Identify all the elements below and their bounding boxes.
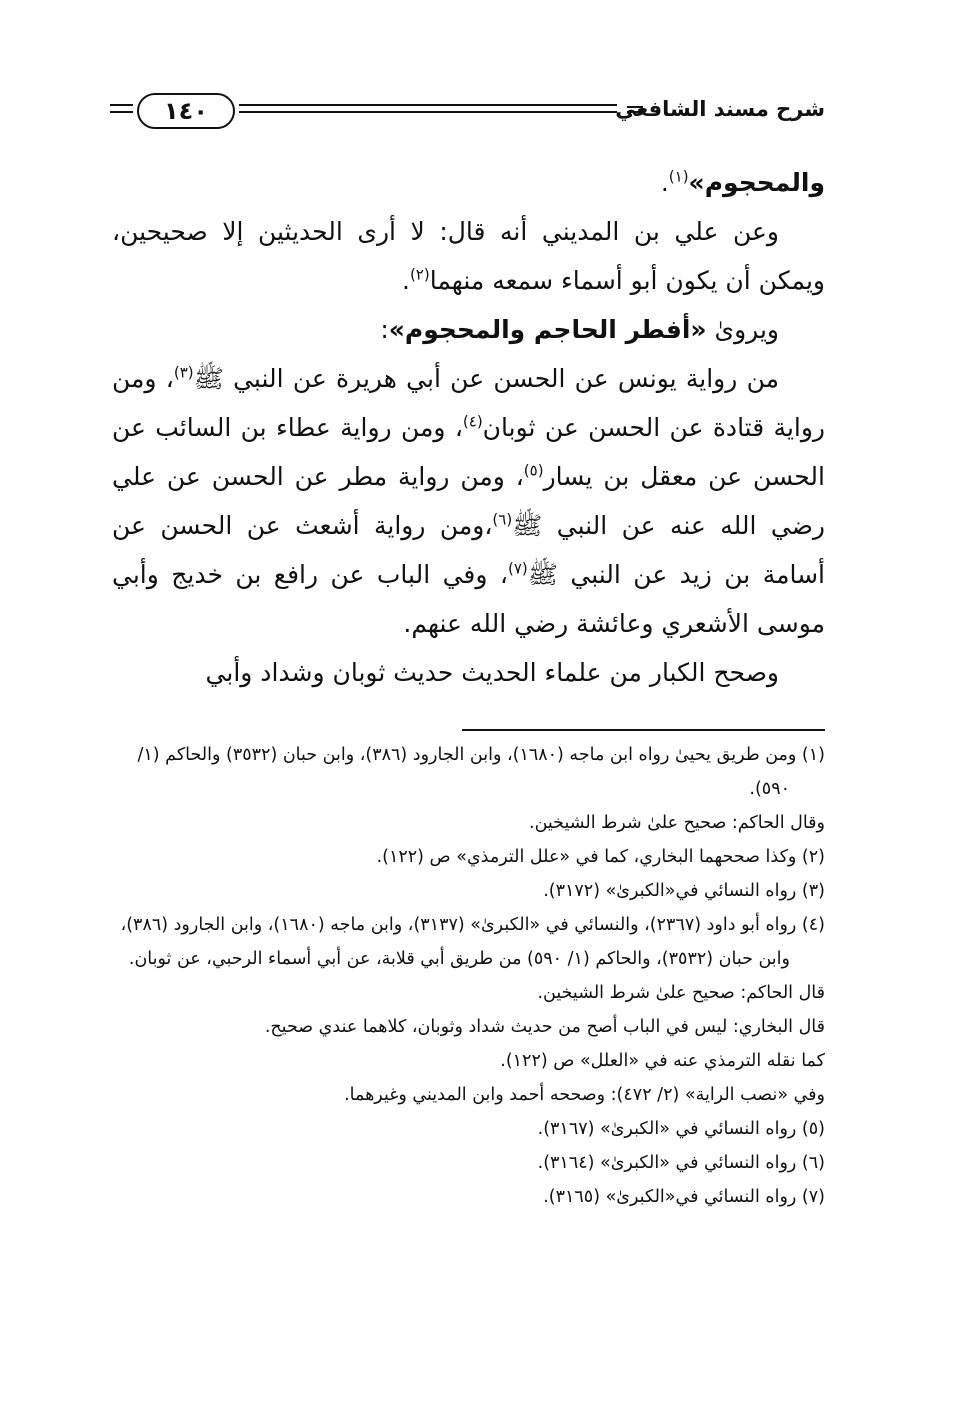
header-rule-long bbox=[239, 104, 617, 113]
running-title: شرح مسند الشافعي bbox=[615, 97, 825, 121]
main-text bbox=[112, 158, 825, 697]
footnote-4-note-1: قال الحاكم: صحيح علىٰ شرط الشيخين. bbox=[537, 983, 825, 1003]
paragraph-2 bbox=[112, 207, 825, 305]
paragraph-4-c: ، ومن رواية عطاء بن السائب عن الحسن عن معقل بن يسار bbox=[112, 413, 826, 491]
footnote-ref-2: (٢) bbox=[409, 265, 430, 284]
paragraph-1 bbox=[112, 158, 825, 207]
paragraph-1-text: والمحجوم» bbox=[688, 168, 825, 197]
page-header bbox=[110, 90, 825, 140]
paragraph-4-b: ، ومن رواية قتادة عن الحسن عن ثوبان bbox=[112, 364, 825, 442]
title-dash-ornament bbox=[627, 106, 643, 113]
page-number: ١٤٠ bbox=[137, 93, 235, 129]
header-rule-short bbox=[110, 104, 133, 113]
footnote-ref-6: (٦) bbox=[492, 510, 513, 529]
footnote-ref-7: (٧) bbox=[507, 559, 528, 578]
footnotes bbox=[112, 738, 825, 1214]
footnote-4: (٤) رواه أبو داود (٢٣٦٧)، والنسائي في «الكبرىٰ» (٣١٣٧)، وابن ماجه (١٦٨٠)، وابن الجارود (٣٨٦)، وابن حبان (٣٥٣٢)، والحاكم (١/ ٥٩٠) من طريق أبي قلابة، عن أبي أسماء الرحبي، عن ثوبان. bbox=[120, 915, 825, 969]
footnote-5: (٥) رواه النسائي في «الكبرىٰ» (٣١٦٧). bbox=[537, 1119, 825, 1139]
footnote-4-note-4: وفي «نصب الراية» (٢/ ٤٧٢): وصححه أحمد وابن المديني وغيرهما. bbox=[344, 1085, 825, 1105]
paragraph-4-a: من رواية يونس عن الحسن عن أبي هريرة عن النبي ﷺ bbox=[193, 364, 780, 393]
paragraph-4-f: ، وفي الباب عن رافع بن خديج وأبي موسى الأشعري وعائشة رضي الله عنهم. bbox=[112, 560, 825, 638]
footnote-ref-1: (١) bbox=[668, 167, 689, 186]
paragraph-4-d: ، ومن رواية مطر عن الحسن عن علي رضي الله عنه عن النبي ﷺ bbox=[112, 462, 825, 540]
footnote-4-note-3: كما نقله الترمذي عنه في «العلل» ص (١٢٢). bbox=[500, 1051, 825, 1071]
footnote-1-note: وقال الحاكم: صحيح علىٰ شرط الشيخين. bbox=[529, 813, 825, 833]
footnote-ref-5: (٥) bbox=[523, 461, 544, 480]
paragraph-3 bbox=[112, 305, 825, 354]
footnote-separator bbox=[462, 729, 825, 731]
footnote-1: (١) ومن طريق يحيىٰ رواه ابن ماجه (١٦٨٠)، وابن الجارود (٣٨٦)، وابن حبان (٣٥٣٢) والحاكم (١/ ٥٩٠). bbox=[137, 745, 825, 799]
paragraph-4-e: ،ومن رواية أشعث عن الحسن عن أسامة بن زيد عن النبي ﷺ bbox=[112, 511, 825, 589]
footnote-4-note-2: قال البخاري: ليس في الباب أصح من حديث شداد وثوبان، كلاهما عندي صحيح. bbox=[264, 1017, 825, 1037]
paragraph-4 bbox=[112, 354, 825, 648]
footnote-3: (٣) رواه النسائي في«الكبرىٰ» (٣١٧٢). bbox=[543, 881, 825, 901]
footnote-ref-3: (٣) bbox=[173, 363, 194, 382]
footnote-2: (٢) وكذا صححهما البخاري، كما في «علل الترمذي» ص (١٢٢). bbox=[376, 847, 825, 867]
paragraph-1-end: . bbox=[660, 168, 669, 197]
paragraph-2-end: . bbox=[401, 266, 410, 295]
paragraph-5: وصحح الكبار من علماء الحديث حديث ثوبان وشداد وأبي bbox=[205, 658, 779, 687]
paragraph-2-text: وعن علي بن المديني أنه قال: لا أرى الحديثين إلا صحيحين، ويمكن أن يكون أبو أسماء سمعه منهما bbox=[112, 217, 825, 295]
hadith-quote: «أفطر الحاجم والمحجوم» bbox=[388, 315, 707, 344]
footnote-6: (٦) رواه النسائي في «الكبرىٰ» (٣١٦٤). bbox=[537, 1153, 825, 1173]
footnote-ref-4: (٤) bbox=[462, 412, 483, 431]
paragraph-3-end: : bbox=[380, 315, 389, 344]
paragraph-3-start: ويروىٰ bbox=[706, 315, 779, 344]
footnote-7: (٧) رواه النسائي في«الكبرىٰ» (٣١٦٥). bbox=[543, 1187, 825, 1207]
